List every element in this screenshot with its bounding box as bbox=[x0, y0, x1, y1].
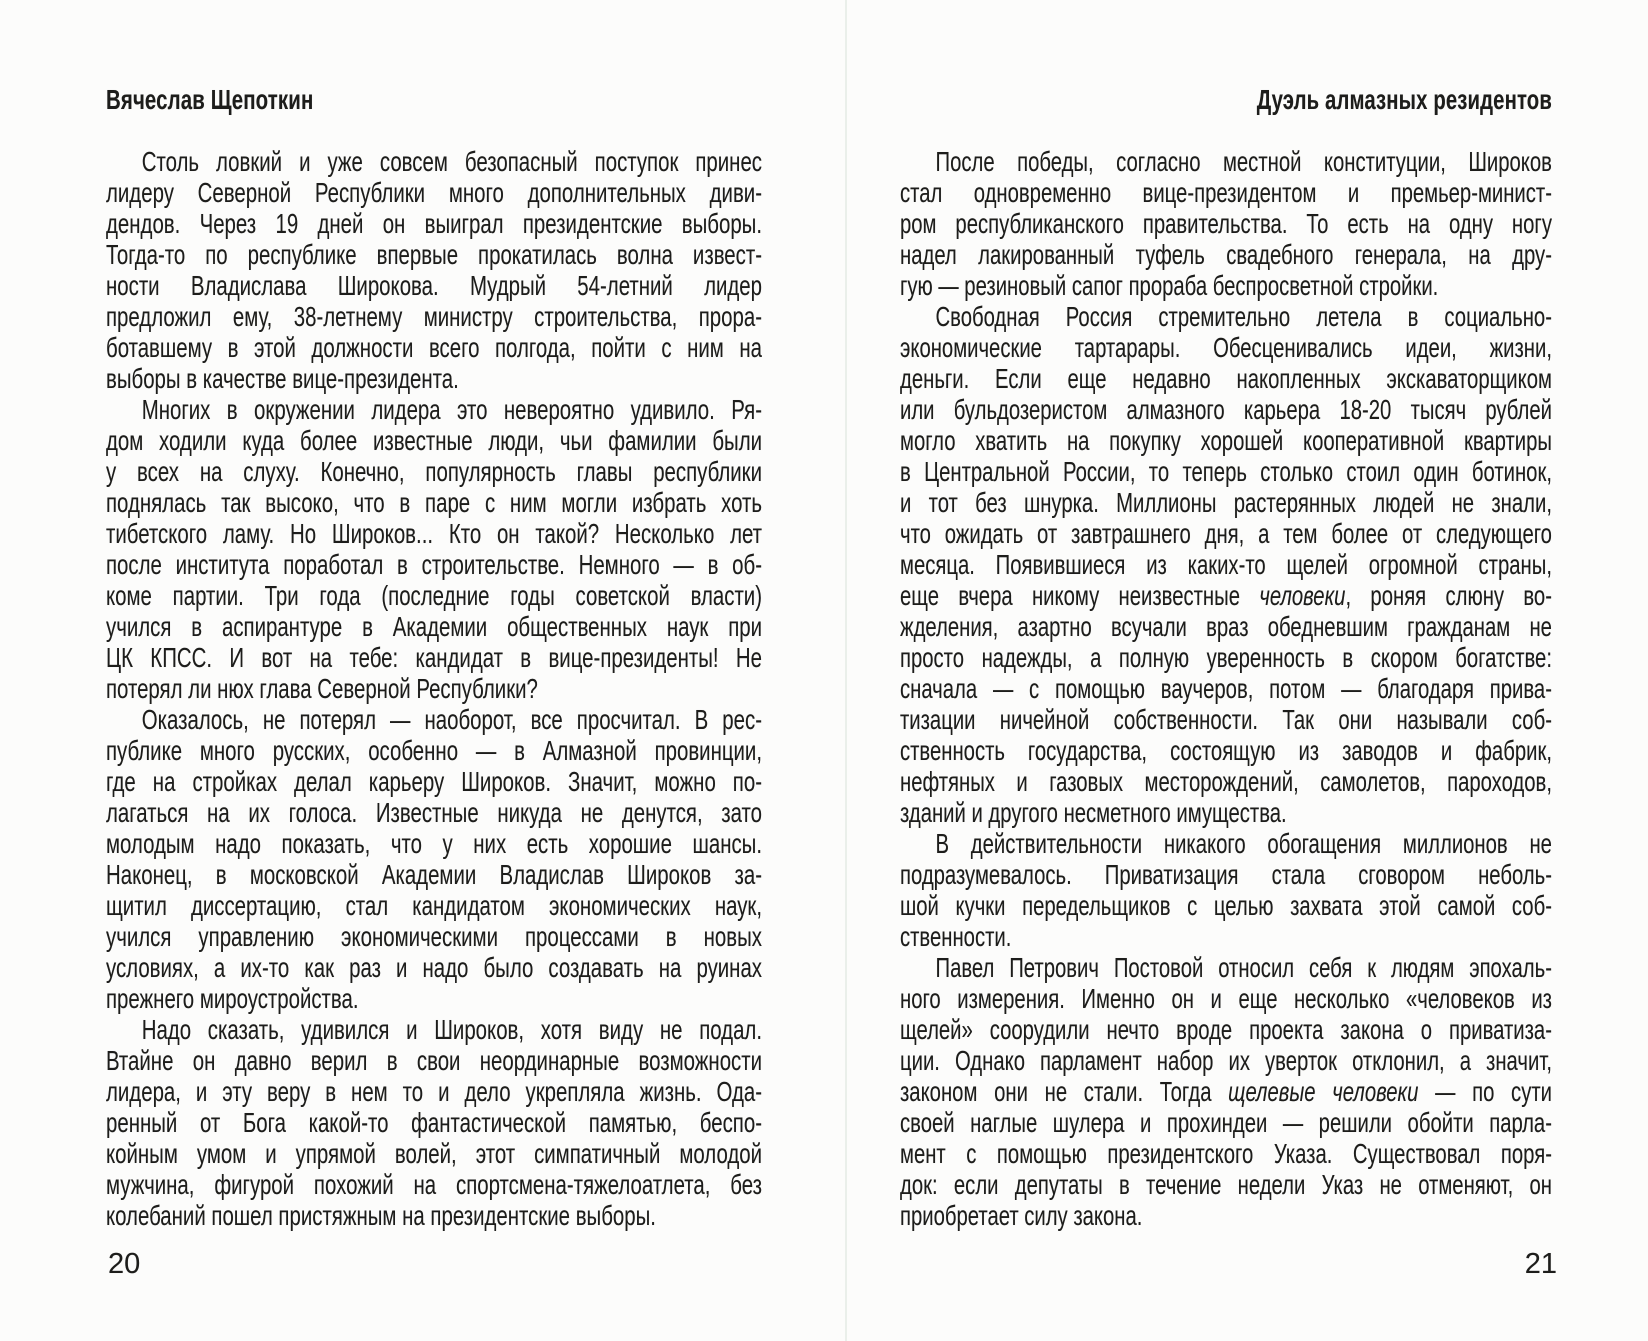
left-page-column bbox=[106, 84, 762, 1231]
text-line: Свободная Россия стремительно летела в социально- bbox=[935, 301, 1552, 332]
text-line: Многих в окружении лидера это невероятно удивило. Ря- bbox=[141, 394, 763, 425]
text-line: лагаться на их голоса. Известные никуда не денутся, зато bbox=[106, 797, 763, 828]
text-line: гую — резиновый сапог прораба беспросветной стройки. bbox=[900, 270, 1439, 301]
text-line: законом они не стали. Тогда щелевые человеки — по сути bbox=[900, 1076, 1552, 1107]
left-page bbox=[106, 84, 1006, 1231]
text-line: мент с помощью президентского Указа. Существовал поря- bbox=[900, 1138, 1552, 1169]
text-line: потерял ли нюх глава Северной Республики? bbox=[106, 673, 538, 704]
text-line: Павел Петрович Постовой относил себя к людям эпохаль- bbox=[935, 952, 1552, 983]
text-line: у всех на слуху. Конечно, популярность главы республики bbox=[106, 456, 763, 487]
running-header-chapter-title: Дуэль алмазных резидентов bbox=[1256, 84, 1552, 115]
text-line: жделения, азартно всучали враз обедневшим гражданам не bbox=[900, 611, 1552, 642]
text-line: подразумевалось. Приватизация стала сговором неболь- bbox=[900, 859, 1552, 890]
text-line: Надо сказать, удивился и Широков, хотя виду не подал. bbox=[141, 1014, 763, 1045]
text-line: предложил ему, 38-летнему министру строительства, прора- bbox=[106, 301, 763, 332]
text-line: дендов. Через 19 дней он выиграл президентские выборы. bbox=[106, 208, 763, 239]
text-line: ботавшему в этой должности всего полгода, пойти с ним на bbox=[106, 332, 763, 363]
text-line: койным умом и упрямой волей, этот симпатичный молодой bbox=[106, 1138, 763, 1169]
left-page-body-text bbox=[106, 146, 762, 1231]
text-line: учился в аспирантуре в Академии общественных наук при bbox=[106, 611, 763, 642]
text-line: тибетского ламу. Но Широков... Кто он такой? Несколько лет bbox=[106, 518, 763, 549]
text-line: надел лакированный туфель свадебного генерала, на дру- bbox=[900, 239, 1552, 270]
text-line: учился управлению экономическими процессами в новых bbox=[106, 921, 763, 952]
text-line: дом ходили куда более известные люди, чьи фамилии были bbox=[106, 425, 763, 456]
text-line: щитил диссертацию, стал кандидатом экономических наук, bbox=[106, 890, 763, 921]
text-line: приобретает силу закона. bbox=[900, 1200, 1143, 1231]
text-line: Наконец, в московской Академии Владислав Широков за- bbox=[106, 859, 763, 890]
text-line: прежнего мироустройства. bbox=[106, 983, 359, 1014]
text-line: док: если депутаты в течение недели Указ не отменяют, он bbox=[900, 1169, 1552, 1200]
text-line: экономические тартарары. Обесценивались идеи, жизни, bbox=[900, 332, 1552, 363]
text-line: в Центральной России, то теперь столько стоил один ботинок, bbox=[900, 456, 1552, 487]
page-number-right: 21 bbox=[1524, 1248, 1557, 1280]
running-header-author: Вячеслав Щепоткин bbox=[106, 84, 314, 115]
right-page bbox=[900, 84, 1648, 1231]
text-line: коме партии. Три года (последние годы советской власти) bbox=[106, 580, 763, 611]
text-line: ного измерения. Именно он и еще несколько «человеков из bbox=[900, 983, 1552, 1014]
page-number-left: 20 bbox=[108, 1248, 141, 1280]
text-line: стал одновременно вице-президентом и премьер-минист- bbox=[900, 177, 1552, 208]
text-line: где на стройках делал карьеру Широков. Значит, можно по- bbox=[106, 766, 763, 797]
text-line: что ожидать от завтрашнего дня, а тем более от следующего bbox=[900, 518, 1552, 549]
text-line: и тот без шнурка. Миллионы растерянных людей не знали, bbox=[900, 487, 1552, 518]
text-line: ром республиканского правительства. То есть на одну ногу bbox=[900, 208, 1552, 239]
text-line: поднялась так высоко, что в паре с ним могли избрать хоть bbox=[106, 487, 763, 518]
right-page-body-text bbox=[900, 146, 1552, 1231]
text-line: ции. Однако парламент набор их уверток отклонил, а значит, bbox=[900, 1045, 1552, 1076]
text-line: Втайне он давно верил в свои неординарные возможности bbox=[106, 1045, 763, 1076]
text-line: щелей» соорудили нечто вроде проекта закона о приватиза- bbox=[900, 1014, 1552, 1045]
text-line: лидеру Северной Республики много дополнительных диви- bbox=[106, 177, 763, 208]
text-line: ственность государства, состоящую из заводов и фабрик, bbox=[900, 735, 1552, 766]
text-line: ЦК КПСС. И вот на тебе: кандидат в вице-президенты! Не bbox=[106, 642, 763, 673]
text-line: колебаний пошел пристяжным на президентские выборы. bbox=[106, 1200, 656, 1231]
text-line: условиях, а их-то как раз и надо было создавать на руинах bbox=[106, 952, 763, 983]
text-line: После победы, согласно местной конституции, Широков bbox=[935, 146, 1552, 177]
right-page-column bbox=[900, 84, 1552, 1231]
text-line: ренный от Бога какой-то фантастической памятью, беспо- bbox=[106, 1107, 763, 1138]
text-line: своей наглые шулера и прохиндеи — решили обойти парла- bbox=[900, 1107, 1552, 1138]
text-line: ности Владислава Широкова. Мудрый 54-летний лидер bbox=[106, 270, 763, 301]
text-line: сначала — с помощью ваучеров, потом — благодаря прива- bbox=[900, 673, 1552, 704]
text-line: Тогда-то по республике впервые прокатилась волна извест- bbox=[106, 239, 763, 270]
text-line: молодым надо показать, что у них есть хорошие шансы. bbox=[106, 828, 763, 859]
text-line: деньги. Если еще недавно накопленных экскаваторщиком bbox=[900, 363, 1552, 394]
text-line: лидера, и эту веру в нем то и дело укрепляла жизнь. Ода- bbox=[106, 1076, 763, 1107]
text-line: мужчина, фигурой похожий на спортсмена-тяжелоатлета, без bbox=[106, 1169, 763, 1200]
text-line: после института поработал в строительстве. Немного — в об- bbox=[106, 549, 763, 580]
text-line: ственности. bbox=[900, 921, 1012, 952]
text-line: еще вчера никому неизвестные человеки, роняя слюну во- bbox=[900, 580, 1552, 611]
text-line: шой кучки передельщиков с целью захвата этой самой соб- bbox=[900, 890, 1552, 921]
text-line: месяца. Появившиеся из каких-то щелей огромной страны, bbox=[900, 549, 1552, 580]
text-line: могло хватить на покупку хорошей кооперативной квартиры bbox=[900, 425, 1552, 456]
text-line: зданий и другого несметного имущества. bbox=[900, 797, 1287, 828]
text-line: нефтяных и газовых месторождений, самолетов, пароходов, bbox=[900, 766, 1552, 797]
text-line: выборы в качестве вице-президента. bbox=[106, 363, 459, 394]
text-line: Столь ловкий и уже совсем безопасный поступок принес bbox=[141, 146, 763, 177]
text-line: или бульдозеристом алмазного карьера 18-20 тысяч рублей bbox=[900, 394, 1552, 425]
text-line: просто надежды, а полную уверенность в скором богатстве: bbox=[900, 642, 1552, 673]
text-line: тизации ничейной собственности. Так они называли соб- bbox=[900, 704, 1552, 735]
text-line: Оказалось, не потерял — наоборот, все просчитал. В рес- bbox=[141, 704, 763, 735]
text-line: В действительности никакого обогащения миллионов не bbox=[935, 828, 1552, 859]
text-line: публике много русских, особенно — в Алмазной провинции, bbox=[106, 735, 763, 766]
